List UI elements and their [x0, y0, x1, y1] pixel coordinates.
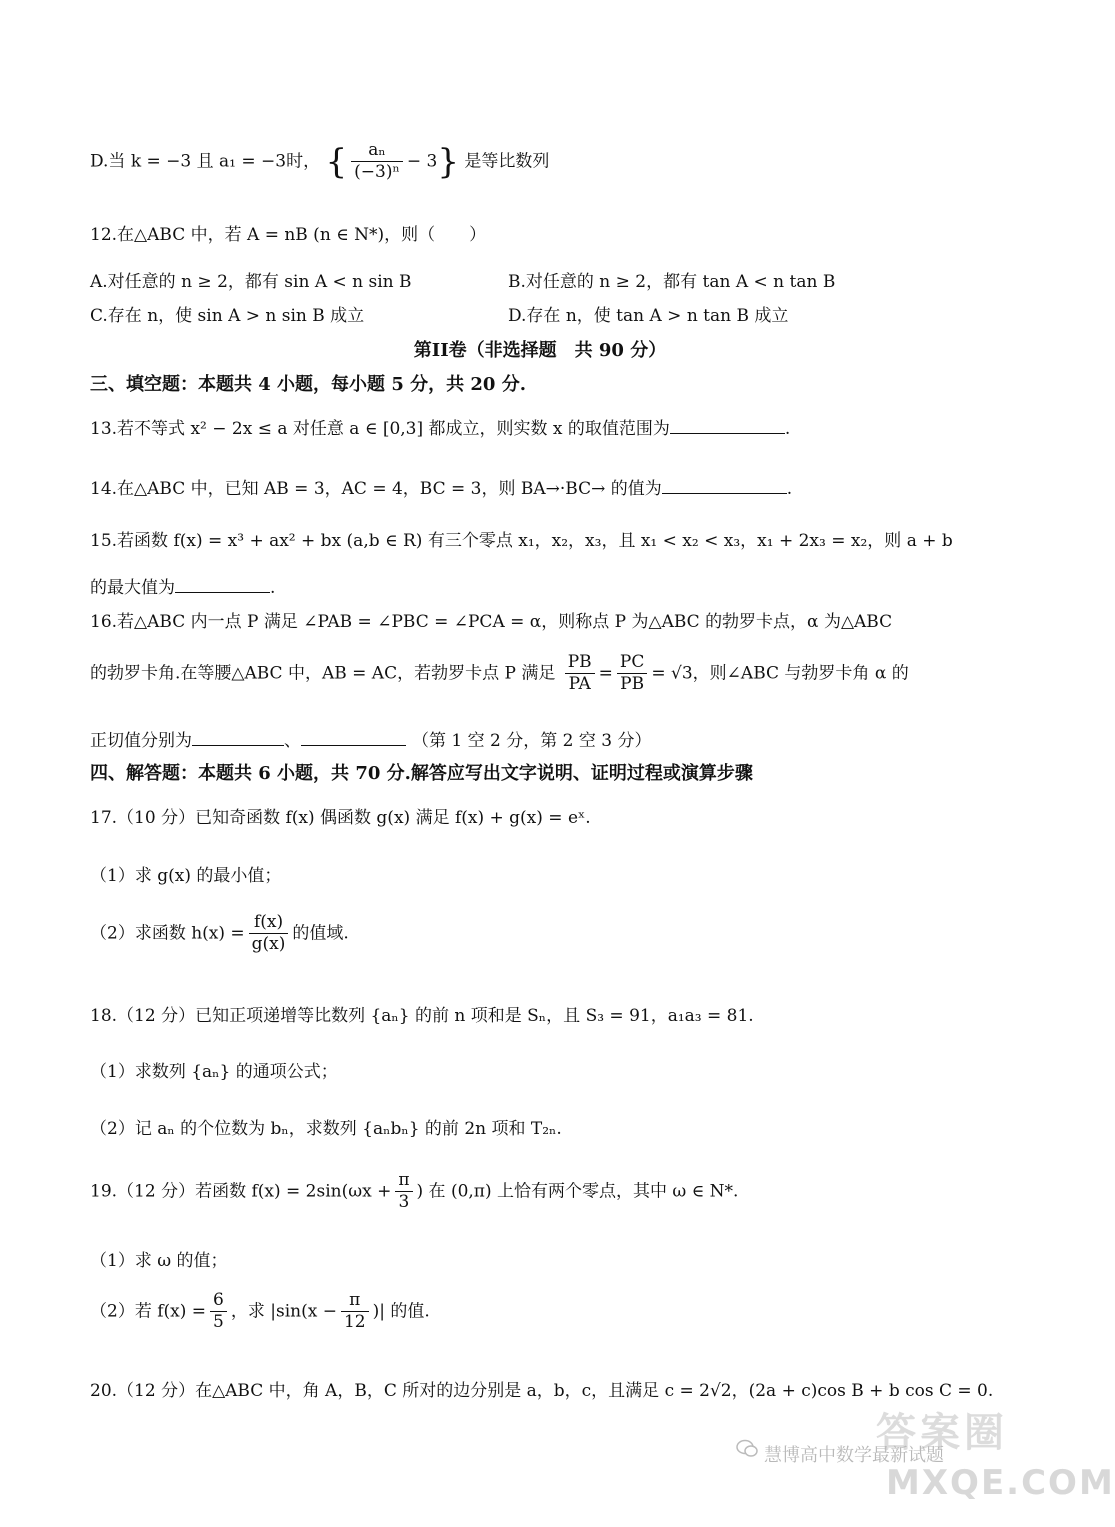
q16-blank-1	[192, 744, 284, 746]
q16-frac-pb-pa: $\frac{PB}{PA}$	[565, 652, 595, 696]
q19-part2: （2）若 f(x) = $\frac{6}{5}$ ，求 |sin(x − $\frac{\pi}{12}$ )| 的值.	[90, 1290, 430, 1333]
q14: 14.在△ABC 中，已知 AB = 3，AC = 4，BC = 3，则 BA→·BC→ 的值为 .	[90, 479, 793, 499]
q19-fraction-pi-12: $\frac{\pi}{12}$	[341, 1290, 369, 1334]
q16-frac-pc-pb: $\frac{PC}{PB}$	[617, 652, 647, 696]
q16-line3: 正切值分别为 、 （第 1 空 2 分，第 2 空 3 分）	[90, 731, 652, 751]
q14-blank	[662, 492, 787, 494]
q12-option-b: B.对任意的 n ≥ 2，都有 tan A < n tan B	[508, 272, 836, 292]
q15-line2: 的最大值为 .	[90, 578, 276, 598]
q17-part2: （2）求函数 h(x) = $\frac{f(x)}{g(x)}$ 的值域.	[90, 912, 349, 955]
q11-option-d-prefix: D.当 k = −3 且 a₁ = −3时，	[90, 151, 321, 172]
q15-line2-text: 的最大值为	[90, 578, 175, 598]
q11-option-d-suffix: 是等比数列	[464, 151, 550, 172]
q19-part1: （1）求 ω 的值；	[90, 1251, 228, 1271]
q13-text: 13.若不等式 x² − 2x ≤ a 对任意 a ∈ [0,3] 都成立，则实数 x 的取值范围为	[90, 419, 670, 439]
q19-fraction-pi-3: $\frac{\pi}{3}$	[395, 1170, 412, 1214]
q15-blank	[175, 591, 270, 593]
watermark-url: MXQE.COM	[886, 1463, 1115, 1503]
wechat-icon	[736, 1439, 758, 1464]
left-brace: {	[325, 141, 348, 182]
q20-stem: 20.（12 分）在△ABC 中，角 A，B，C 所对的边分别是 a，b，c，且满足 c = 2√2，(2a + c)cos B + b cos C = 0.	[90, 1381, 994, 1401]
q19-stem: 19.（12 分）若函数 f(x) = 2sin(ωx + $\frac{\pi}{3}$ ) 在 (0,π) 上恰有两个零点，其中 ω ∈ N*.	[90, 1170, 739, 1213]
q15-line1: 15.若函数 f(x) = x³ + ax² + bx (a,b ∈ R) 有三个零点 x₁，x₂，x₃，且 x₁ < x₂ < x₃，x₁ + 2x₃ = x₂，则 a + b	[90, 531, 953, 551]
q18-part2: （2）记 aₙ 的个位数为 bₙ，求数列 {aₙbₙ} 的前 2n 项和 T₂ₙ.	[90, 1119, 562, 1139]
q13: 13.若不等式 x² − 2x ≤ a 对任意 a ∈ [0,3] 都成立，则实数 x 的取值范围为 .	[90, 419, 791, 439]
q13-blank	[670, 432, 785, 434]
q12-option-c: C.存在 n，使 sin A > n sin B 成立	[90, 306, 365, 326]
q12-option-a: A.对任意的 n ≥ 2，都有 sin A < n sin B	[90, 272, 412, 292]
part2-title: 第II卷（非选择题 共 90 分）	[413, 340, 667, 361]
q17-part1: （1）求 g(x) 的最小值；	[90, 866, 282, 886]
section3-title: 三、填空题：本题共 4 小题，每小题 5 分，共 20 分.	[90, 374, 526, 395]
watermark-logo-text: 答案圈	[876, 1410, 1008, 1456]
section4-title: 四、解答题：本题共 6 小题，共 70 分.解答应写出文字说明、证明过程或演算步骤	[90, 763, 753, 784]
q12-option-d: D.存在 n，使 tan A > n tan B 成立	[508, 306, 789, 326]
q16-line1: 16.若△ABC 内一点 P 满足 ∠PAB = ∠PBC = ∠PCA = α，则称点 P 为△ABC 的勃罗卡点，α 为△ABC	[90, 612, 893, 632]
q19-fraction-6-5: $\frac{6}{5}$	[210, 1290, 227, 1334]
q18-stem: 18.（12 分）已知正项递增等比数列 {aₙ} 的前 n 项和是 Sₙ，且 S₃ = 91，a₁a₃ = 81.	[90, 1006, 754, 1026]
right-brace: }	[437, 141, 459, 182]
q14-text: 14.在△ABC 中，已知 AB = 3，AC = 4，BC = 3，则 BA→·BC→ 的值为	[90, 479, 662, 499]
watermark-text: 慧博高中数学最新试题	[764, 1445, 944, 1466]
q16-line2: 的勃罗卡角.在等腰△ABC 中，AB = AC，若勃罗卡点 P 满足 $\frac{PB}{PA}$ = $\frac{PC}{PB}$ = √3，则∠ABC 与勃罗卡角 α 的	[90, 652, 909, 695]
q16-blank-2	[301, 744, 406, 746]
q17-fraction: $\frac{f(x)}{g(x)}$	[249, 912, 289, 956]
q11-option-d: D.当 k = −3 且 a₁ = −3时， { $\frac{\text{aₙ}}{\text{(−3)ⁿ}}$ − 3} 是等比数列	[90, 140, 550, 183]
q11-fraction: $\frac{\text{aₙ}}{\text{(−3)ⁿ}}$	[351, 140, 403, 184]
q18-part1: （1）求数列 {aₙ} 的通项公式；	[90, 1062, 338, 1082]
q17-stem: 17.（10 分）已知奇函数 f(x) 偶函数 g(x) 满足 f(x) + g(x) = eˣ.	[90, 808, 591, 828]
q12-stem: 12.在△ABC 中，若 A = nB (n ∈ N*)，则（ ）	[90, 225, 487, 245]
